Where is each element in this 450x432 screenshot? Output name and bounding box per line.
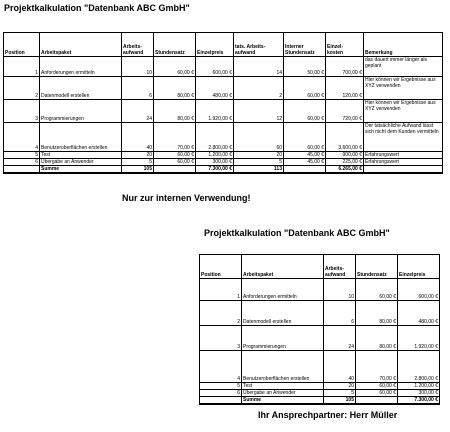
cell-arbeitspaket: Programmierungen xyxy=(40,100,122,123)
cell-stundensatz: 60,00 € xyxy=(356,390,398,397)
cell-arbeitspaket: Test xyxy=(242,383,324,390)
cell-position: 1 xyxy=(200,279,242,301)
sum-aufwand: 105 xyxy=(324,397,356,405)
cell-aufwand: 24 xyxy=(324,326,356,351)
cell-einzelkosten: 3.600,00 € xyxy=(326,123,364,152)
cell-bemerkung: Hier können wir Ergebnisse aus XYZ verwenden xyxy=(364,77,443,100)
sum-row xyxy=(4,166,443,174)
cell-arbeitspaket: Datenmodell erstellen xyxy=(40,77,122,100)
cell-position: 5 xyxy=(4,152,40,159)
doc1-title: Projektkalkulation "Datenbank ABC GmbH" xyxy=(4,3,190,13)
cell-tats-aufwand: 5 xyxy=(234,159,284,166)
table-row xyxy=(200,390,440,397)
cell-einzelpreis: 1.200,00 € xyxy=(196,152,234,159)
sum-label: Summe xyxy=(242,397,324,405)
cell-tats-aufwand: 12 xyxy=(234,100,284,123)
contact-person-note: Ihr Ansprechpartner: Herr Müller xyxy=(258,410,398,420)
cell-position: 4 xyxy=(200,351,242,383)
cell-stundensatz: 80,00 € xyxy=(154,77,196,100)
cell-stundensatz: 60,00 € xyxy=(154,159,196,166)
cell-interner-stundensatz: 50,00 € xyxy=(284,57,326,77)
cell-interner-stundensatz: 45,00 € xyxy=(284,152,326,159)
internal-calculation-table xyxy=(3,32,443,174)
internal-use-note: Nur zur internen Verwendung! xyxy=(122,193,251,203)
table-row xyxy=(4,152,443,159)
cell-einzelpreis: 1.920,00 € xyxy=(196,100,234,123)
sum-spacer xyxy=(154,166,196,174)
sum-row xyxy=(200,397,440,405)
table-row xyxy=(200,383,440,390)
cell-aufwand: 40 xyxy=(122,123,154,152)
cell-aufwand: 5 xyxy=(324,390,356,397)
cell-einzelpreis: 1.920,00 € xyxy=(398,326,440,351)
cell-arbeitspaket: Test xyxy=(40,152,122,159)
sum-preis: 7.300,00 € xyxy=(196,166,234,174)
cell-position: 6 xyxy=(200,390,242,397)
cell-stundensatz: 60,00 € xyxy=(154,57,196,77)
header-bemerkung: Bemerkung xyxy=(364,33,443,57)
cell-stundensatz: 70,00 € xyxy=(154,123,196,152)
cell-position: 3 xyxy=(4,100,40,123)
cell-einzelpreis: 600,00 € xyxy=(398,279,440,301)
cell-aufwand: 6 xyxy=(324,301,356,326)
cell-stundensatz: 60,00 € xyxy=(356,383,398,390)
cell-stundensatz: 60,00 € xyxy=(154,152,196,159)
sum-spacer xyxy=(4,166,40,174)
cell-arbeitspaket: Benutzeroberflächen erstellen xyxy=(242,351,324,383)
cell-bemerkung: Erfahrungswert xyxy=(364,152,443,159)
cell-position: 3 xyxy=(200,326,242,351)
table-row xyxy=(4,100,443,123)
cell-aufwand: 6 xyxy=(122,77,154,100)
table-row xyxy=(4,159,443,166)
sum-spacer xyxy=(200,397,242,405)
table-row xyxy=(4,57,443,77)
cell-stundensatz: 80,00 € xyxy=(356,301,398,326)
sum-aufwand: 105 xyxy=(122,166,154,174)
customer-calculation-table xyxy=(199,254,440,405)
cell-arbeitspaket: Anforderungen ermitteln xyxy=(40,57,122,77)
cell-position: 2 xyxy=(4,77,40,100)
table-row xyxy=(4,77,443,100)
table-row xyxy=(200,351,440,383)
cell-aufwand: 20 xyxy=(324,383,356,390)
cell-einzelpreis: 300,00 € xyxy=(196,159,234,166)
cell-interner-stundensatz: 60,00 € xyxy=(284,77,326,100)
cell-einzelkosten: 720,00 € xyxy=(326,100,364,123)
header-stundensatz: Stundensatz xyxy=(356,255,398,279)
header-aufwand: Arbeits- aufwand xyxy=(324,255,356,279)
cell-position: 6 xyxy=(4,159,40,166)
cell-arbeitspaket: Programmierungen xyxy=(242,326,324,351)
table-row xyxy=(4,123,443,152)
cell-position: 4 xyxy=(4,123,40,152)
sum-spacer xyxy=(284,166,326,174)
cell-einzelpreis: 600,00 € xyxy=(196,57,234,77)
table-row xyxy=(200,279,440,301)
cell-bemerkung: Erfahrungswert xyxy=(364,159,443,166)
cell-einzelpreis: 1.200,00 € xyxy=(398,383,440,390)
cell-aufwand: 10 xyxy=(122,57,154,77)
cell-einzelpreis: 480,00 € xyxy=(196,77,234,100)
header-arbeitspaket: Arbeitspaket xyxy=(242,255,324,279)
cell-position: 2 xyxy=(200,301,242,326)
cell-einzelpreis: 480,00 € xyxy=(398,301,440,326)
cell-bemerkung: Der tatsächliche Aufwand lässt sich nicht dem Kunden vermitteln xyxy=(364,123,443,152)
cell-arbeitspaket: Anforderungen ermitteln xyxy=(242,279,324,301)
cell-aufwand: 20 xyxy=(122,152,154,159)
cell-arbeitspaket: Übergabe an Anwender xyxy=(40,159,122,166)
cell-aufwand: 40 xyxy=(324,351,356,383)
cell-interner-stundensatz: 60,00 € xyxy=(284,123,326,152)
cell-tats-aufwand: 2 xyxy=(234,77,284,100)
header-aufwand: Arbeits- aufwand xyxy=(122,33,154,57)
cell-interner-stundensatz: 60,00 € xyxy=(284,100,326,123)
header-einzelpreis: Einzelpreis xyxy=(398,255,440,279)
table-row xyxy=(200,301,440,326)
cell-arbeitspaket: Übergabe an Anwender xyxy=(242,390,324,397)
header-position: Position xyxy=(4,33,40,57)
cell-einzelkosten: 700,00 € xyxy=(326,57,364,77)
doc2-title: Projektkalkulation "Datenbank ABC GmbH" xyxy=(204,228,390,238)
cell-stundensatz: 80,00 € xyxy=(356,326,398,351)
cell-stundensatz: 60,00 € xyxy=(356,279,398,301)
cell-einzelpreis: 2.800,00 € xyxy=(196,123,234,152)
header-tats-aufwand: tats. Arbeits- aufwand xyxy=(234,33,284,57)
cell-arbeitspaket: Datenmodell erstellen xyxy=(242,301,324,326)
cell-einzelkosten: 120,00 € xyxy=(326,77,364,100)
cell-aufwand: 24 xyxy=(122,100,154,123)
header-einzelpreis: Einzelpreis xyxy=(196,33,234,57)
header-einzelkosten: Einzel- kosten xyxy=(326,33,364,57)
header-stundensatz: Stundensatz xyxy=(154,33,196,57)
cell-einzelpreis: 2.800,00 € xyxy=(398,351,440,383)
header-arbeitspaket: Arbeitspaket xyxy=(40,33,122,57)
sum-tats: 113 xyxy=(234,166,284,174)
cell-tats-aufwand: 20 xyxy=(234,152,284,159)
cell-position: 1 xyxy=(4,57,40,77)
cell-einzelkosten: 225,00 € xyxy=(326,159,364,166)
sum-kosten: 6.265,00 € xyxy=(326,166,364,174)
cell-bemerkung: das dauert immer länger als geplant xyxy=(364,57,443,77)
cell-tats-aufwand: 60 xyxy=(234,123,284,152)
cell-arbeitspaket: Benutzeroberflächen erstellen xyxy=(40,123,122,152)
table-header-row xyxy=(200,255,440,279)
cell-aufwand: 10 xyxy=(324,279,356,301)
cell-position: 5 xyxy=(200,383,242,390)
sum-label: Summe xyxy=(40,166,122,174)
cell-tats-aufwand: 14 xyxy=(234,57,284,77)
table-header-row xyxy=(4,33,443,57)
header-position: Position xyxy=(200,255,242,279)
cell-interner-stundensatz: 45,00 € xyxy=(284,159,326,166)
cell-aufwand: 5 xyxy=(122,159,154,166)
sum-spacer xyxy=(364,166,443,174)
cell-stundensatz: 80,00 € xyxy=(154,100,196,123)
cell-einzelpreis: 300,00 € xyxy=(398,390,440,397)
cell-bemerkung: Hier können wir Ergebnisse aus XYZ verwenden xyxy=(364,100,443,123)
sum-spacer xyxy=(356,397,398,405)
cell-stundensatz: 70,00 € xyxy=(356,351,398,383)
cell-einzelkosten: 900,00 € xyxy=(326,152,364,159)
table-row xyxy=(200,326,440,351)
sum-preis: 7.300,00 € xyxy=(398,397,440,405)
header-interner-stundensatz: Interner Stundensatz xyxy=(284,33,326,57)
